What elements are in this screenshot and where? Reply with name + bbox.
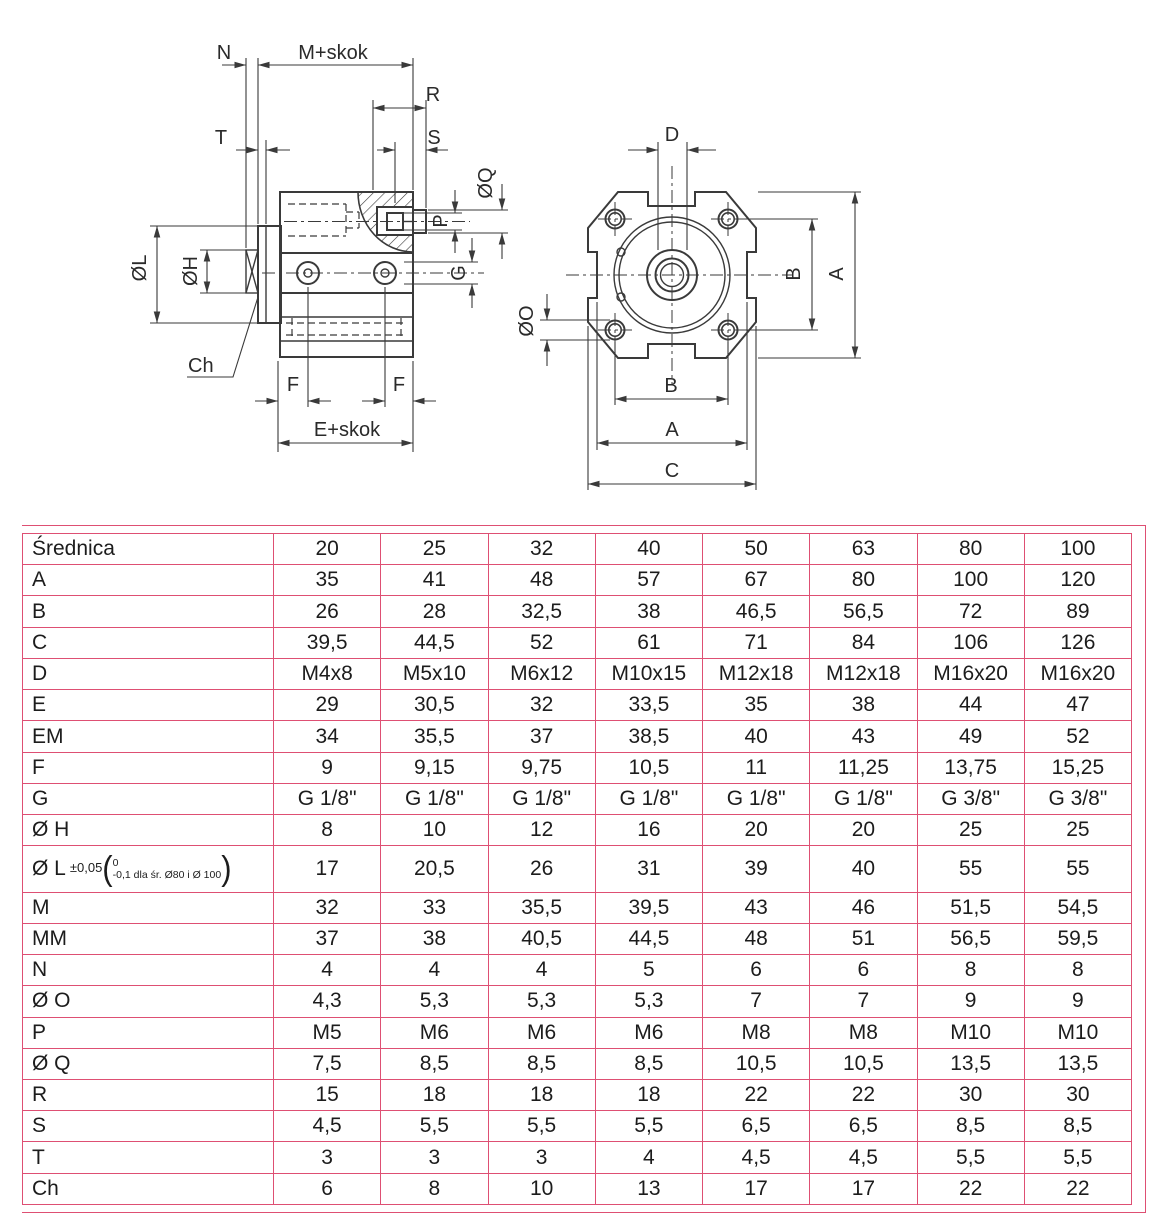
value-cell: 44 bbox=[917, 690, 1024, 721]
value-cell: M16x20 bbox=[1024, 658, 1131, 689]
value-cell: 48 bbox=[488, 565, 595, 596]
value-cell: 33 bbox=[381, 892, 488, 923]
value-cell: 13,5 bbox=[917, 1048, 1024, 1079]
value-cell: 3 bbox=[488, 1142, 595, 1173]
table-row bbox=[23, 923, 1132, 954]
value-cell: M12x18 bbox=[810, 658, 917, 689]
dim-label-f2: F bbox=[392, 374, 406, 396]
value-cell: 32,5 bbox=[488, 596, 595, 627]
value-cell: 11 bbox=[703, 752, 810, 783]
value-cell: 15,25 bbox=[1024, 752, 1131, 783]
value-cell: 126 bbox=[1024, 627, 1131, 658]
tolerance-upper: 0 bbox=[112, 857, 119, 870]
value-cell: G 1/8" bbox=[810, 783, 917, 814]
value-cell: 29 bbox=[274, 690, 381, 721]
table-row bbox=[23, 955, 1132, 986]
table-row bbox=[23, 721, 1132, 752]
value-cell: M8 bbox=[810, 1017, 917, 1048]
value-cell: 56,5 bbox=[917, 923, 1024, 954]
row-label: Ø H bbox=[23, 815, 274, 846]
value-cell: 8,5 bbox=[595, 1048, 702, 1079]
value-cell: 9,15 bbox=[381, 752, 488, 783]
tolerance-lower: -0,1 bbox=[112, 869, 131, 882]
dim-label-r: R bbox=[425, 84, 441, 106]
value-cell: 50 bbox=[703, 534, 810, 565]
value-cell: 9 bbox=[917, 986, 1024, 1017]
table-row bbox=[23, 1173, 1132, 1204]
value-cell: 106 bbox=[917, 627, 1024, 658]
dim-label-oq: ØQ bbox=[475, 167, 497, 199]
value-cell: 61 bbox=[595, 627, 702, 658]
value-cell: 41 bbox=[381, 565, 488, 596]
value-cell: 25 bbox=[917, 815, 1024, 846]
row-label: M bbox=[23, 892, 274, 923]
table-row bbox=[23, 846, 1132, 892]
value-cell: 72 bbox=[917, 596, 1024, 627]
value-cell: 51,5 bbox=[917, 892, 1024, 923]
dim-label-s: S bbox=[427, 127, 441, 149]
value-cell: 35 bbox=[703, 690, 810, 721]
value-cell: 9 bbox=[274, 752, 381, 783]
value-cell: G 3/8" bbox=[917, 783, 1024, 814]
row-label: P bbox=[23, 1017, 274, 1048]
value-cell: 38,5 bbox=[595, 721, 702, 752]
value-cell: 32 bbox=[274, 892, 381, 923]
tolerance-lower-line bbox=[113, 869, 222, 881]
value-cell: 6,5 bbox=[703, 1111, 810, 1142]
value-cell: 8,5 bbox=[1024, 1111, 1131, 1142]
row-label: Ch bbox=[23, 1173, 274, 1204]
value-cell: 8 bbox=[1024, 955, 1131, 986]
row-label: Średnica bbox=[23, 534, 274, 565]
value-cell: 43 bbox=[703, 892, 810, 923]
value-cell: M5 bbox=[274, 1017, 381, 1048]
cylinder-side-section-view bbox=[129, 42, 508, 452]
tolerance-stack bbox=[113, 857, 222, 881]
value-cell: 5,3 bbox=[381, 986, 488, 1017]
dim-label-a-side: A bbox=[826, 267, 848, 281]
dim-label-m-skok: M+skok bbox=[298, 42, 368, 64]
row-label: C bbox=[23, 627, 274, 658]
dimension-table-frame bbox=[22, 525, 1146, 1213]
row-label: A bbox=[23, 565, 274, 596]
value-cell: 40 bbox=[595, 534, 702, 565]
value-cell: 37 bbox=[274, 923, 381, 954]
value-cell: 47 bbox=[1024, 690, 1131, 721]
dim-label-d: D bbox=[664, 124, 680, 146]
table-row bbox=[23, 534, 1132, 565]
value-cell: 7,5 bbox=[274, 1048, 381, 1079]
value-cell: 100 bbox=[917, 565, 1024, 596]
value-cell: 71 bbox=[703, 627, 810, 658]
value-cell: 13,75 bbox=[917, 752, 1024, 783]
value-cell: 33,5 bbox=[595, 690, 702, 721]
value-cell: 46 bbox=[810, 892, 917, 923]
value-cell: 30 bbox=[917, 1079, 1024, 1110]
dim-label-oo: ØO bbox=[516, 305, 538, 337]
row-label: R bbox=[23, 1079, 274, 1110]
value-cell: 89 bbox=[1024, 596, 1131, 627]
value-cell: 35,5 bbox=[488, 892, 595, 923]
value-cell: 8 bbox=[381, 1173, 488, 1204]
value-cell: 44,5 bbox=[595, 923, 702, 954]
value-cell: 22 bbox=[1024, 1173, 1131, 1204]
value-cell: G 1/8" bbox=[703, 783, 810, 814]
row-label: Ø Q bbox=[23, 1048, 274, 1079]
technical-drawing bbox=[0, 0, 1151, 522]
dim-label-e-skok: E+skok bbox=[313, 419, 381, 441]
value-cell: G 1/8" bbox=[595, 783, 702, 814]
value-cell: 5,5 bbox=[381, 1111, 488, 1142]
value-cell: M10 bbox=[1024, 1017, 1131, 1048]
value-cell: 20 bbox=[274, 534, 381, 565]
value-cell: 22 bbox=[917, 1173, 1024, 1204]
value-cell: 46,5 bbox=[703, 596, 810, 627]
value-cell: 44,5 bbox=[381, 627, 488, 658]
row-label: E bbox=[23, 690, 274, 721]
value-cell: G 1/8" bbox=[488, 783, 595, 814]
value-cell: 40 bbox=[703, 721, 810, 752]
value-cell: 5,5 bbox=[1024, 1142, 1131, 1173]
value-cell: 18 bbox=[595, 1079, 702, 1110]
value-cell: 22 bbox=[703, 1079, 810, 1110]
value-cell: M12x18 bbox=[703, 658, 810, 689]
value-cell: 25 bbox=[1024, 815, 1131, 846]
value-cell: 4,5 bbox=[703, 1142, 810, 1173]
value-cell: 55 bbox=[1024, 846, 1131, 892]
value-cell: 26 bbox=[274, 596, 381, 627]
table-row bbox=[23, 1048, 1132, 1079]
value-cell: 63 bbox=[810, 534, 917, 565]
value-cell: 8,5 bbox=[917, 1111, 1024, 1142]
dim-label-ch: Ch bbox=[188, 355, 214, 377]
value-cell: 22 bbox=[810, 1079, 917, 1110]
table-row bbox=[23, 1017, 1132, 1048]
value-cell: 39,5 bbox=[274, 627, 381, 658]
dim-label-t: T bbox=[214, 127, 228, 149]
dim-label-p: P bbox=[430, 214, 452, 228]
value-cell: M6 bbox=[488, 1017, 595, 1048]
value-cell: 54,5 bbox=[1024, 892, 1131, 923]
value-cell: G 3/8" bbox=[1024, 783, 1131, 814]
value-cell: 10,5 bbox=[810, 1048, 917, 1079]
value-cell: 56,5 bbox=[810, 596, 917, 627]
value-cell: 8 bbox=[917, 955, 1024, 986]
value-cell: 48 bbox=[703, 923, 810, 954]
value-cell: G 1/8" bbox=[274, 783, 381, 814]
value-cell: 32 bbox=[488, 534, 595, 565]
value-cell: M6 bbox=[595, 1017, 702, 1048]
value-cell: 4 bbox=[381, 955, 488, 986]
value-cell: 38 bbox=[595, 596, 702, 627]
value-cell: 3 bbox=[381, 1142, 488, 1173]
value-cell: 10,5 bbox=[703, 1048, 810, 1079]
value-cell: 4,5 bbox=[274, 1111, 381, 1142]
row-label: G bbox=[23, 783, 274, 814]
value-cell: 32 bbox=[488, 690, 595, 721]
value-cell: 7 bbox=[810, 986, 917, 1017]
value-cell: 10 bbox=[381, 815, 488, 846]
value-cell: M6x12 bbox=[488, 658, 595, 689]
value-cell: 40 bbox=[810, 846, 917, 892]
value-cell: 37 bbox=[488, 721, 595, 752]
value-cell: 39,5 bbox=[595, 892, 702, 923]
value-cell: 39 bbox=[703, 846, 810, 892]
value-cell: 84 bbox=[810, 627, 917, 658]
value-cell: 6,5 bbox=[810, 1111, 917, 1142]
value-cell: 31 bbox=[595, 846, 702, 892]
value-cell: 5,5 bbox=[595, 1111, 702, 1142]
value-cell: 51 bbox=[810, 923, 917, 954]
value-cell: 5,3 bbox=[595, 986, 702, 1017]
value-cell: 80 bbox=[917, 534, 1024, 565]
dim-label-b-side: B bbox=[783, 267, 805, 281]
dimension-table-body bbox=[23, 534, 1132, 1205]
dimension-table bbox=[22, 533, 1132, 1205]
value-cell: G 1/8" bbox=[381, 783, 488, 814]
value-cell: 18 bbox=[381, 1079, 488, 1110]
tolerance-open-paren: ( bbox=[102, 848, 113, 888]
table-row bbox=[23, 627, 1132, 658]
value-cell: 13 bbox=[595, 1173, 702, 1204]
table-row bbox=[23, 1142, 1132, 1173]
value-cell: 17 bbox=[274, 846, 381, 892]
value-cell: 5,5 bbox=[488, 1111, 595, 1142]
value-cell: 59,5 bbox=[1024, 923, 1131, 954]
value-cell: 18 bbox=[488, 1079, 595, 1110]
value-cell: 9,75 bbox=[488, 752, 595, 783]
dim-label-ol: ØL bbox=[129, 254, 151, 282]
value-cell: 4 bbox=[488, 955, 595, 986]
value-cell: 26 bbox=[488, 846, 595, 892]
value-cell: 5,3 bbox=[488, 986, 595, 1017]
value-cell: M16x20 bbox=[917, 658, 1024, 689]
row-label: MM bbox=[23, 923, 274, 954]
value-cell: 35 bbox=[274, 565, 381, 596]
value-cell: 43 bbox=[810, 721, 917, 752]
value-cell: 6 bbox=[274, 1173, 381, 1204]
dim-label-oh: ØH bbox=[180, 256, 202, 286]
value-cell: 8,5 bbox=[488, 1048, 595, 1079]
table-row bbox=[23, 565, 1132, 596]
value-cell: M5x10 bbox=[381, 658, 488, 689]
row-label: EM bbox=[23, 721, 274, 752]
row-label: S bbox=[23, 1111, 274, 1142]
value-cell: 8,5 bbox=[381, 1048, 488, 1079]
value-cell: 16 bbox=[595, 815, 702, 846]
value-cell: M10x15 bbox=[595, 658, 702, 689]
value-cell: 11,25 bbox=[810, 752, 917, 783]
dim-label-c-bottom: C bbox=[664, 460, 680, 482]
tolerance-close-paren: ) bbox=[221, 848, 232, 888]
value-cell: 52 bbox=[1024, 721, 1131, 752]
value-cell: 6 bbox=[810, 955, 917, 986]
row-label: D bbox=[23, 658, 274, 689]
value-cell: 34 bbox=[274, 721, 381, 752]
table-row bbox=[23, 1079, 1132, 1110]
value-cell: 5 bbox=[595, 955, 702, 986]
value-cell: 100 bbox=[1024, 534, 1131, 565]
value-cell: 3 bbox=[274, 1142, 381, 1173]
dim-label-a-bottom: A bbox=[665, 419, 679, 441]
value-cell: M6 bbox=[381, 1017, 488, 1048]
value-cell: 20,5 bbox=[381, 846, 488, 892]
value-cell: 5,5 bbox=[917, 1142, 1024, 1173]
value-cell: 52 bbox=[488, 627, 595, 658]
value-cell: 20 bbox=[703, 815, 810, 846]
value-cell: 57 bbox=[595, 565, 702, 596]
value-cell: 17 bbox=[810, 1173, 917, 1204]
value-cell: 9 bbox=[1024, 986, 1131, 1017]
value-cell: 4 bbox=[274, 955, 381, 986]
value-cell: 4 bbox=[595, 1142, 702, 1173]
value-cell: M8 bbox=[703, 1017, 810, 1048]
value-cell: 67 bbox=[703, 565, 810, 596]
value-cell: 12 bbox=[488, 815, 595, 846]
table-row bbox=[23, 1111, 1132, 1142]
row-label: Ø O bbox=[23, 986, 274, 1017]
row-label: T bbox=[23, 1142, 274, 1173]
value-cell: 20 bbox=[810, 815, 917, 846]
value-cell: 80 bbox=[810, 565, 917, 596]
table-row bbox=[23, 986, 1132, 1017]
value-cell: 13,5 bbox=[1024, 1048, 1131, 1079]
row-label: N bbox=[23, 955, 274, 986]
table-row bbox=[23, 690, 1132, 721]
value-cell: 4,5 bbox=[810, 1142, 917, 1173]
row-label bbox=[23, 846, 274, 892]
value-cell: 15 bbox=[274, 1079, 381, 1110]
dim-label-g: G bbox=[448, 265, 470, 281]
value-cell: 38 bbox=[810, 690, 917, 721]
dim-label-b-bottom: B bbox=[664, 375, 678, 397]
value-cell: 17 bbox=[703, 1173, 810, 1204]
value-cell: 28 bbox=[381, 596, 488, 627]
table-row bbox=[23, 658, 1132, 689]
table-row bbox=[23, 892, 1132, 923]
table-row bbox=[23, 783, 1132, 814]
value-cell: 10 bbox=[488, 1173, 595, 1204]
value-cell: M10 bbox=[917, 1017, 1024, 1048]
table-row bbox=[23, 596, 1132, 627]
value-cell: 30,5 bbox=[381, 690, 488, 721]
value-cell: 40,5 bbox=[488, 923, 595, 954]
value-cell: 35,5 bbox=[381, 721, 488, 752]
table-row bbox=[23, 815, 1132, 846]
cylinder-front-view bbox=[516, 124, 861, 490]
dim-label-n: N bbox=[216, 42, 232, 64]
value-cell: M4x8 bbox=[274, 658, 381, 689]
value-cell: 8 bbox=[274, 815, 381, 846]
row-label: F bbox=[23, 752, 274, 783]
value-cell: 25 bbox=[381, 534, 488, 565]
row-label: B bbox=[23, 596, 274, 627]
value-cell: 30 bbox=[1024, 1079, 1131, 1110]
value-cell: 7 bbox=[703, 986, 810, 1017]
tolerance-note: dla śr. Ø80 i Ø 100 bbox=[133, 869, 222, 882]
tolerance-pm: ±0,05 bbox=[69, 859, 103, 875]
value-cell: 49 bbox=[917, 721, 1024, 752]
value-cell: 55 bbox=[917, 846, 1024, 892]
value-cell: 4,3 bbox=[274, 986, 381, 1017]
table-row bbox=[23, 752, 1132, 783]
value-cell: 6 bbox=[703, 955, 810, 986]
value-cell: 120 bbox=[1024, 565, 1131, 596]
dim-label-f1: F bbox=[286, 374, 300, 396]
value-cell: 10,5 bbox=[595, 752, 702, 783]
row-label-text: Ø L bbox=[32, 856, 66, 880]
value-cell: 38 bbox=[381, 923, 488, 954]
